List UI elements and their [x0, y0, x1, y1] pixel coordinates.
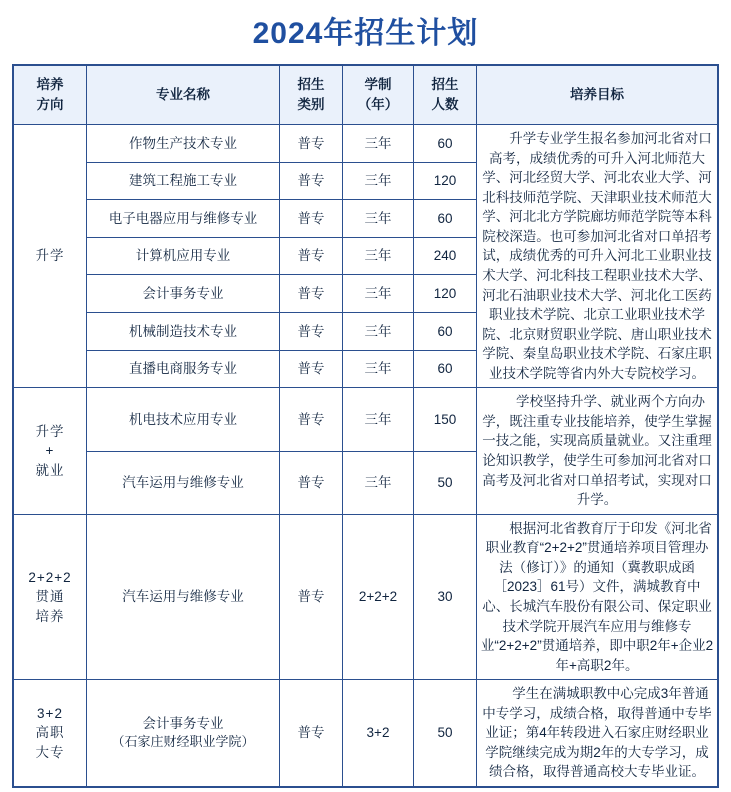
cell-direction: 升学	[13, 125, 87, 388]
table-body	[13, 125, 718, 788]
cell-type: 普专	[280, 350, 343, 388]
direction-line: 3+2	[37, 705, 63, 721]
major-name: 建筑工程施工专业	[129, 173, 237, 189]
cell-type: 普专	[280, 162, 343, 200]
table-row	[13, 514, 718, 680]
cell-count: 50	[414, 451, 477, 514]
cell-type: 普专	[280, 388, 343, 451]
cell-type: 普专	[280, 237, 343, 275]
cell-length: 三年	[343, 125, 414, 163]
major-name: 作物生产技术专业	[129, 135, 237, 151]
header-direction-line2: 方向	[36, 97, 64, 112]
major-subtitle: （石家庄财经职业学院）	[111, 734, 255, 750]
cell-length: 三年	[343, 388, 414, 451]
header-type-line2: 类别	[297, 97, 325, 112]
cell-count: 240	[414, 237, 477, 275]
cell-major	[87, 680, 280, 787]
major-name: 汽车运用与维修专业	[122, 474, 244, 490]
direction-line: 升学	[35, 423, 65, 439]
major-name: 直播电商服务专业	[129, 361, 237, 377]
cell-type: 普专	[280, 451, 343, 514]
cell-goal: 学生在满城职教中心完成3年普通中专学习，成绩合格，取得普通中专毕业证；第4年转段进入石家庄财经职业学院继续完成为期2年的大专学习，成绩合格，取得普通高校大专毕业证。	[477, 680, 719, 787]
cell-length: 三年	[343, 350, 414, 388]
direction-line: +	[45, 443, 55, 459]
cell-major	[87, 162, 280, 200]
direction-line: 2+2+2	[28, 569, 72, 585]
cell-count: 30	[414, 514, 477, 680]
cell-type: 普专	[280, 125, 343, 163]
cell-goal: 根据河北省教育厅于印发《河北省职业教育“2+2+2”贯通培养项目管理办法（修订）》的通知（冀教职成函［2023］61号）文件，满城教育中心、长城汽车股份有限公司、保定职业技术学院开展汽车应用与维修专业“2+2+2”贯通培养，即中职2年+企业2年+高职2年。	[477, 514, 719, 680]
cell-type: 普专	[280, 313, 343, 351]
cell-major	[87, 350, 280, 388]
cell-goal: 升学专业学生报名参加河北省对口高考，成绩优秀的可升入河北师范大学、河北经贸大学、河北农业大学、河北科技师范学院、天津职业技术师范大学、河北北方学院廊坊师范学院等本科院校深造。也可参加河北省对口单招考试，成绩优秀的可升入河北工业职业技术大学、河北科技工程职业技术大学、河北石油职业技术大学、河北化工医药职业技术学院、北京工业职业技术学院、北京财贸职业学院、唐山职业技术学院、秦皇岛职业技术学院、石家庄职业技术学院等省内外大专院校学习。	[477, 125, 719, 388]
cell-type: 普专	[280, 680, 343, 787]
cell-goal: 学校坚持升学、就业两个方向办学，既注重专业技能培养，使学生掌握一技之能，实现高质量就业。又注重理论知识教学，使学生可参加河北省对口高考及河北省对口单招考试，实现对口升学。	[477, 388, 719, 514]
header-direction	[13, 65, 87, 125]
header-count-line2: 人数	[431, 97, 459, 112]
admission-plan-table	[12, 64, 719, 788]
direction-line: 大专	[35, 744, 65, 760]
header-count	[414, 65, 477, 125]
cell-length: 三年	[343, 200, 414, 238]
direction-line: 贯通	[35, 589, 65, 605]
cell-major	[87, 313, 280, 351]
cell-count: 60	[414, 350, 477, 388]
cell-count: 60	[414, 200, 477, 238]
cell-length: 三年	[343, 313, 414, 351]
cell-direction	[13, 388, 87, 514]
header-length-line2: （年）	[357, 97, 399, 112]
major-name: 会计事务专业	[142, 715, 224, 731]
cell-major	[87, 275, 280, 313]
header-type	[280, 65, 343, 125]
cell-major	[87, 514, 280, 680]
cell-count: 150	[414, 388, 477, 451]
cell-count: 120	[414, 162, 477, 200]
table-row	[13, 125, 718, 163]
cell-length: 三年	[343, 237, 414, 275]
cell-count: 50	[414, 680, 477, 787]
table-row	[13, 388, 718, 451]
cell-major	[87, 237, 280, 275]
cell-direction	[13, 514, 87, 680]
major-name: 计算机应用专业	[135, 248, 231, 264]
cell-length: 三年	[343, 162, 414, 200]
cell-major	[87, 200, 280, 238]
major-name: 机械制造技术专业	[129, 323, 237, 339]
cell-major	[87, 451, 280, 514]
cell-type: 普专	[280, 275, 343, 313]
header-direction-line1: 培养	[36, 77, 64, 93]
cell-major	[87, 125, 280, 163]
header-length-line1: 学制	[364, 77, 392, 93]
major-name: 会计事务专业	[142, 285, 224, 301]
major-name: 电子电器应用与维修专业	[108, 210, 258, 226]
header-type-line1: 招生	[297, 77, 325, 93]
header-count-line1: 招生	[431, 77, 459, 93]
cell-count: 60	[414, 313, 477, 351]
cell-direction	[13, 680, 87, 787]
cell-major	[87, 388, 280, 451]
header-row	[13, 65, 718, 125]
cell-count: 60	[414, 125, 477, 163]
major-name: 机电技术应用专业	[129, 411, 237, 427]
direction-line: 高职	[35, 725, 65, 741]
direction-line: 就业	[35, 462, 65, 478]
cell-length: 3+2	[343, 680, 414, 787]
direction-line: 培养	[35, 608, 65, 624]
header-major: 专业名称	[87, 65, 280, 125]
header-goal: 培养目标	[477, 65, 719, 125]
table-row	[13, 680, 718, 787]
major-name: 汽车运用与维修专业	[122, 589, 244, 605]
cell-length: 三年	[343, 275, 414, 313]
page-title: 2024年招生计划	[252, 17, 479, 50]
cell-count: 120	[414, 275, 477, 313]
header-length	[343, 65, 414, 125]
cell-length: 2+2+2	[343, 514, 414, 680]
cell-type: 普专	[280, 200, 343, 238]
cell-type: 普专	[280, 514, 343, 680]
cell-length: 三年	[343, 451, 414, 514]
table-header	[13, 65, 718, 125]
